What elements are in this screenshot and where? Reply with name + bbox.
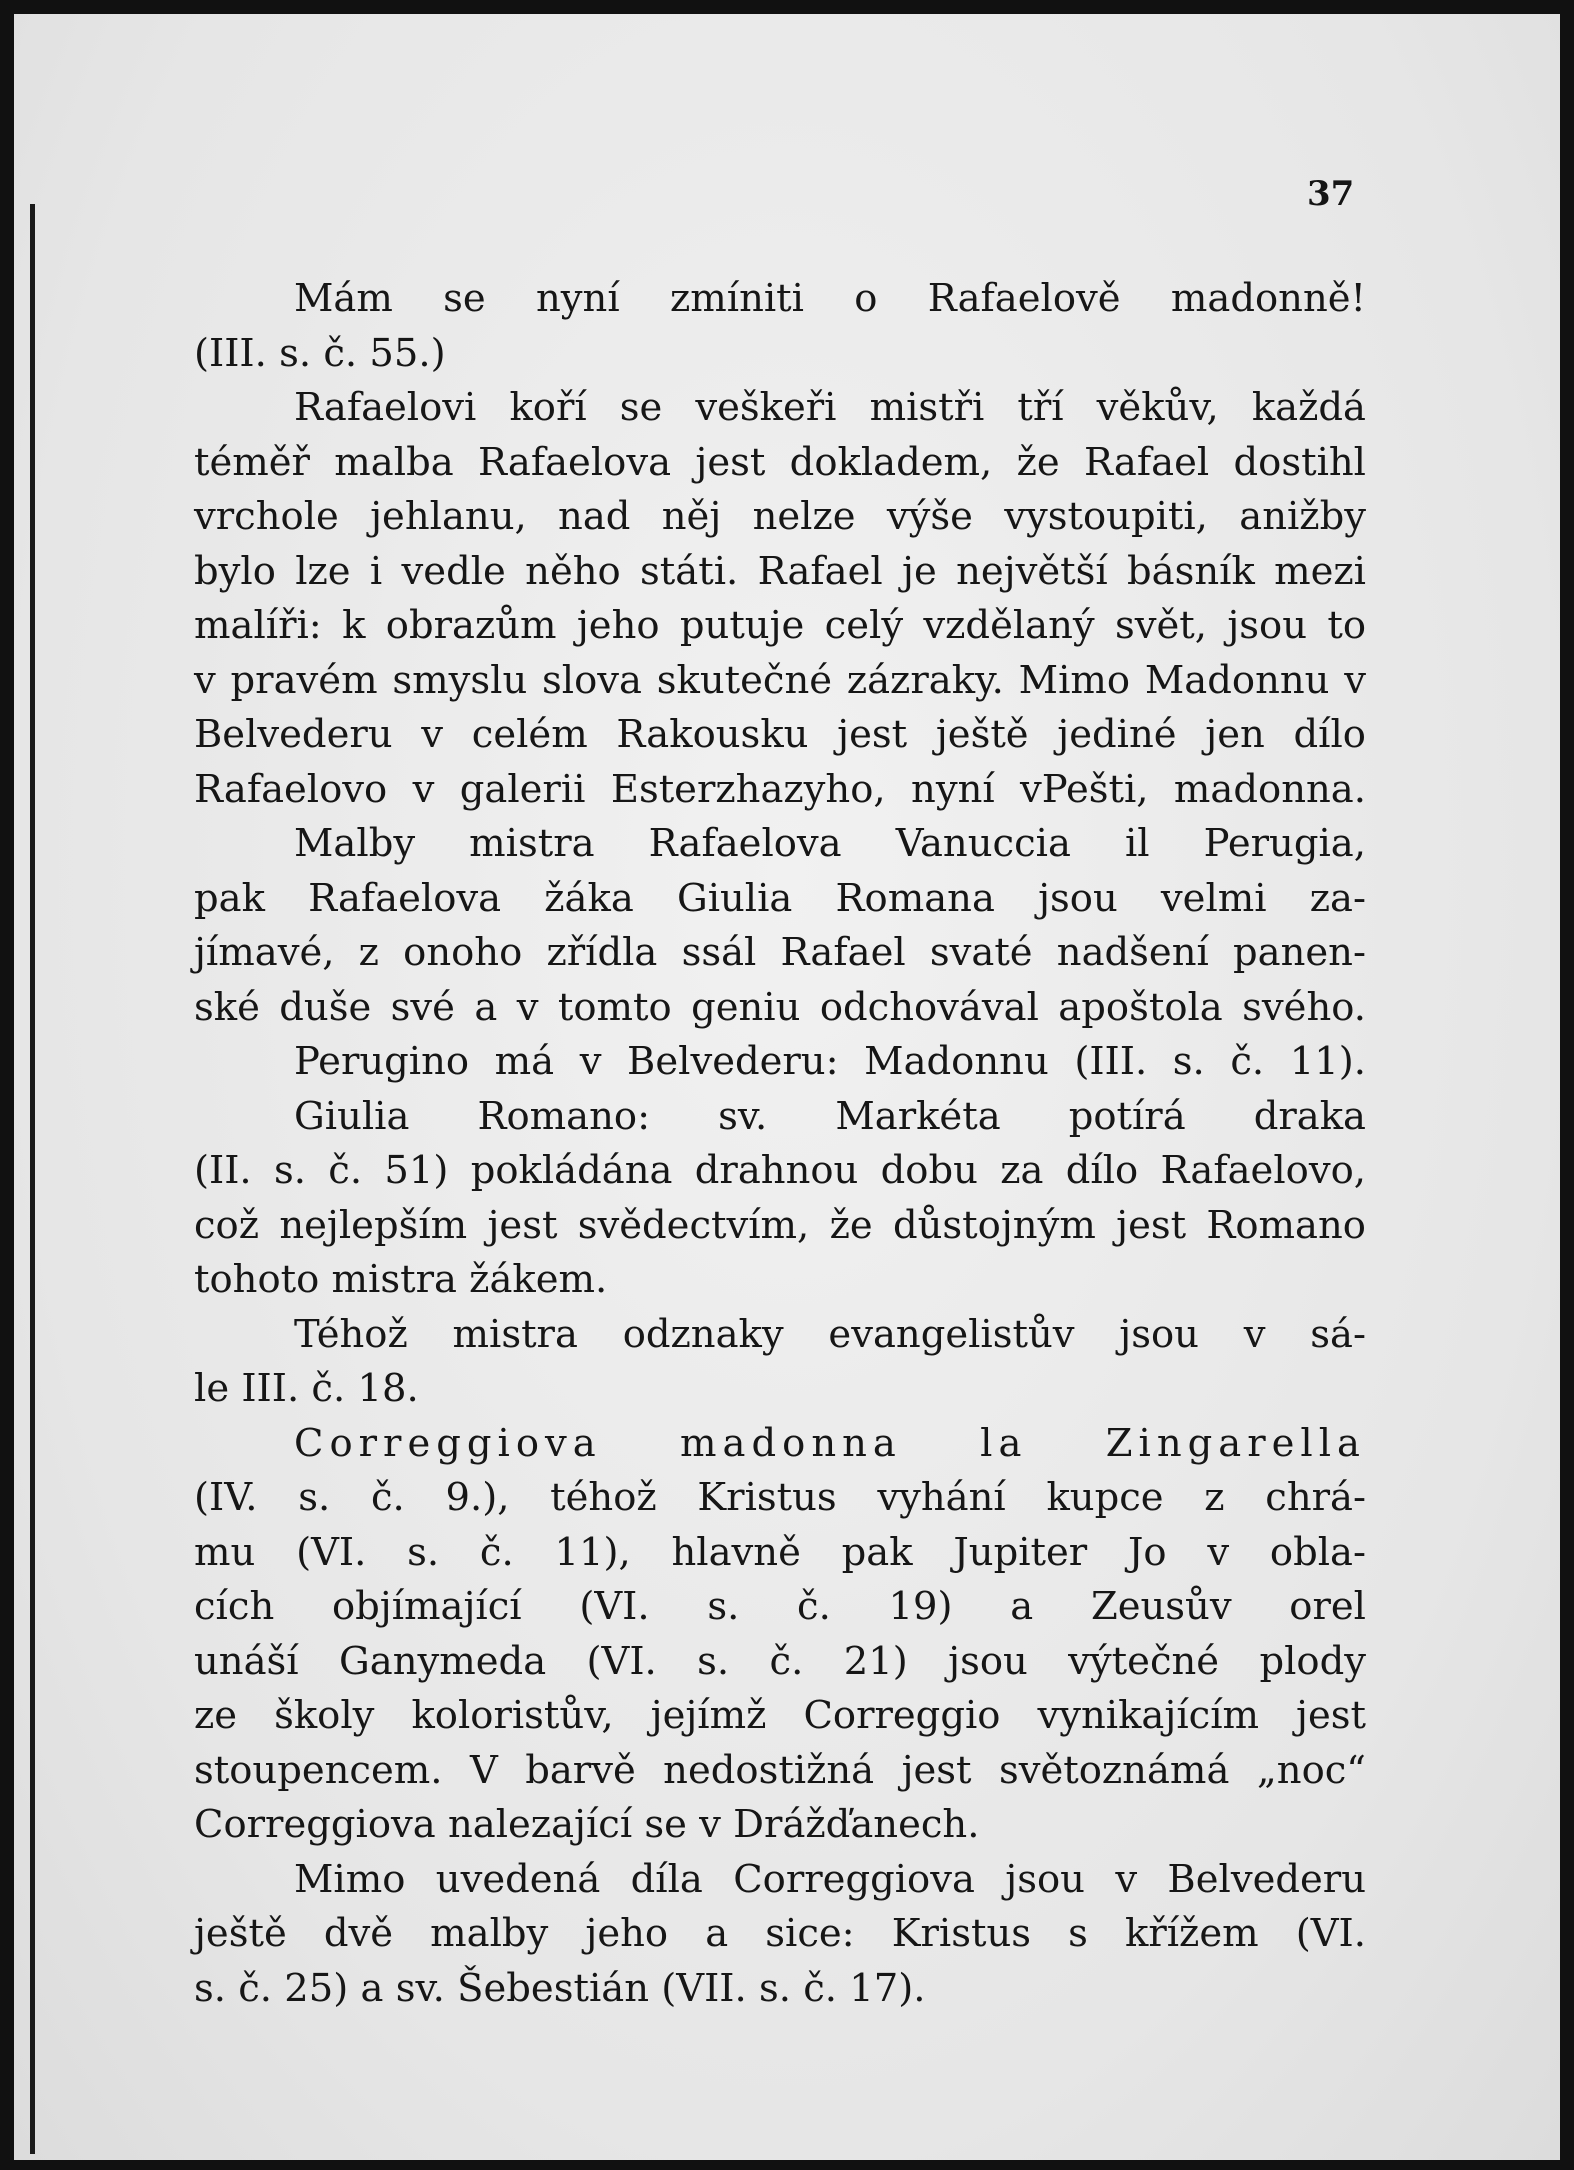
text-line: Belvederu v celém Rakousku jest ještě jediné jen dílo xyxy=(194,712,1366,757)
text-line: Giulia Romano: sv. Markéta potírá draka xyxy=(294,1093,1366,1139)
text-line: Mimo uvedená díla Correggiova jsou v Belvederu xyxy=(294,1856,1366,1902)
text-line: Téhož mistra odznaky evangelistův jsou v sá- xyxy=(294,1311,1366,1357)
text-line: jímavé, z onoho zřídla ssál Rafael svaté nadšení panen- xyxy=(194,930,1366,975)
text-line: malíři: k obrazům jeho putuje celý vzdělaný svět, jsou to xyxy=(194,603,1366,648)
text-line: Correggiova nalezající se v Drážďanech. xyxy=(194,1802,980,1847)
text-line: ské duše své a v tomto geniu odchovával apoštola svého. xyxy=(194,984,1366,1030)
text-line: le III. č. 18. xyxy=(194,1366,419,1411)
text-line: Perugino má v Belvederu: Madonnu (III. s. č. 11). xyxy=(294,1039,1366,1084)
text-line: Rafaelovi koří se veškeři mistři tří věkův, každá xyxy=(294,385,1366,430)
text-line: (III. s. č. 55.) xyxy=(194,330,446,376)
body-text xyxy=(194,272,1366,2016)
text-line: unáší Ganymeda (VI. s. č. 21) jsou výtečné plody xyxy=(194,1638,1366,1684)
text-line: v pravém smyslu slova skutečné zázraky. Mimo Madonnu v xyxy=(194,657,1366,703)
text-line: pak Rafaelova žáka Giulia Romana jsou velmi za- xyxy=(194,875,1366,921)
text-line: vrchole jehlanu, nad něj nelze výše vystoupiti, anižby xyxy=(194,494,1366,539)
scanned-page xyxy=(14,14,1560,2160)
text-line: (II. s. č. 51) pokládána drahnou dobu za dílo Rafaelovo, xyxy=(194,1148,1366,1193)
text-line: Malby mistra Rafaelova Vanuccia il Perugia, xyxy=(294,821,1366,866)
text-line: bylo lze i vedle něho státi. Rafael je největší básník mezi xyxy=(194,548,1366,594)
page-edge-rule xyxy=(30,204,35,2154)
text-line: téměř malba Rafaelova jest dokladem, že Rafael dostihl xyxy=(194,439,1366,485)
text-line: ze školy koloristův, jejímž Correggio vynikajícím jest xyxy=(194,1693,1366,1738)
text-line: ještě dvě malby jeho a sice: Kristus s křížem (VI. xyxy=(194,1911,1366,1956)
text-line: stoupencem. V barvě nedostižná jest světoznámá „noc“ xyxy=(194,1747,1366,1793)
text-line: tohoto mistra žákem. xyxy=(194,1257,608,1302)
text-line: cích objímající (VI. s. č. 19) a Zeusův orel xyxy=(194,1584,1366,1629)
text-line: což nejlepším jest svědectvím, že důstojným jest Romano xyxy=(194,1202,1366,1248)
text-line: mu (VI. s. č. 11), hlavně pak Jupiter Jo v obla- xyxy=(194,1529,1366,1575)
text-line: Rafaelovo v galerii Esterzhazyho, nyní vPešti, madonna. xyxy=(194,766,1366,812)
text-line: Correggiova madonna la Zingarella xyxy=(294,1420,1366,1466)
text-line: Mám se nyní zmíniti o Rafaelově madonně! xyxy=(294,276,1366,321)
page-number: 37 xyxy=(1307,174,1355,214)
text-line: s. č. 25) a sv. Šebestián (VII. s. č. 17). xyxy=(194,1965,926,2011)
text-line: (IV. s. č. 9.), téhož Kristus vyhání kupce z chrá- xyxy=(194,1475,1366,1520)
